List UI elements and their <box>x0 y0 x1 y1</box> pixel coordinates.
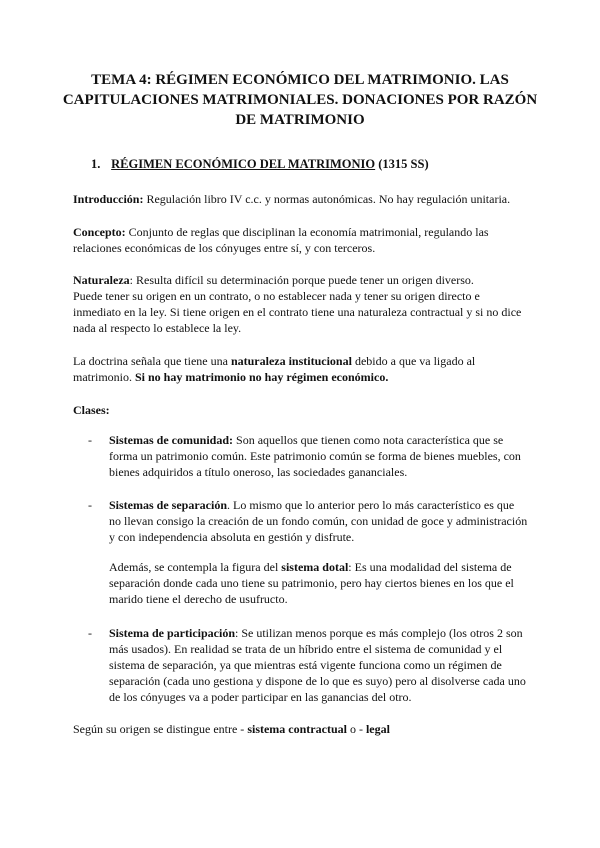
document-title <box>60 70 540 130</box>
list-dash: - <box>88 626 92 640</box>
doctrina-bold-2: Si no hay matrimonio no hay régimen económico. <box>135 370 389 384</box>
clases-heading <box>73 402 528 418</box>
naturaleza-text-1: : Resulta difícil su determinación porque puede tener un origen diverso. <box>129 273 474 287</box>
list-item-label: Sistema de participación <box>109 626 235 640</box>
dotal-bold: sistema dotal <box>281 560 349 574</box>
list-dash: - <box>88 433 92 447</box>
naturaleza-paragraph <box>73 272 528 336</box>
concepto-label: Concepto: <box>73 225 126 239</box>
section-title: RÉGIMEN ECONÓMICO DEL MATRIMONIO <box>111 157 376 171</box>
list-item-body: . Lo mismo que lo anterior pero lo más característico es que no llevan consigo la creación de un fondo común, con unidad de goce y administración y con independencia absoluta en gestión y disfrute. <box>109 498 528 544</box>
list-dash: - <box>88 498 92 512</box>
intro-paragraph <box>73 191 528 207</box>
section-heading <box>91 157 429 172</box>
title-line-1: TEMA 4: RÉGIMEN ECONÓMICO DEL MATRIMONIO. LAS <box>91 72 509 88</box>
intro-text: Regulación libro IV c.c. y normas autonómicas. No hay regulación unitaria. <box>143 192 511 206</box>
list-item <box>88 432 528 480</box>
section-ref: (1315 SS) <box>378 157 429 171</box>
list-item <box>88 497 528 545</box>
dotal-text: : Es una modalidad del sistema de separación donde cada uno tiene su patrimonio, pero hay ciertos bienes en los que el marido tiene el derecho de usufructo. <box>109 560 514 606</box>
concepto-paragraph <box>73 224 528 256</box>
title-line-3: DE MATRIMONIO <box>235 112 365 128</box>
naturaleza-text-2: Puede tener su origen en un contrato, o no establecer nada y tener su origen directo e inmediato en la ley. Si tiene origen en el contrato tiene una naturaleza contractual y si no dice nada al respecto lo establece la ley. <box>73 289 522 335</box>
title-line-2: CAPITULACIONES MATRIMONIALES. DONACIONES POR RAZÓN <box>62 92 538 108</box>
list-item-label: Sistemas de comunidad: <box>109 433 234 447</box>
list-item-label: Sistemas de separación <box>109 498 227 512</box>
naturaleza-label: Naturaleza <box>73 273 130 287</box>
dotal-text-pre: Además, se contempla la figura del <box>109 560 282 574</box>
intro-label: Introducción: <box>73 192 144 206</box>
list-item <box>88 625 528 705</box>
doctrina-text-pre: La doctrina señala que tiene una <box>73 354 231 368</box>
doctrina-text-mid: debido a que va ligado al matrimonio. <box>73 354 476 384</box>
origen-bold-2: legal <box>365 722 390 736</box>
origen-paragraph <box>73 721 528 737</box>
doctrina-bold: naturaleza institucional <box>230 354 352 368</box>
section-number: 1. <box>91 157 101 171</box>
list-item-body: Son aquellos que tienen como nota característica que se forma un patrimonio común. Este patrimonio común se forma de bienes muebles, con bienes adquiridos a título oneroso, las sociedades gananciales. <box>109 433 521 479</box>
doctrina-paragraph <box>73 353 528 385</box>
concepto-text: Conjunto de reglas que disciplinan la economía matrimonial, regulando las relaciones económicas de los cónyuges entre sí, y con terceros. <box>73 225 489 255</box>
clases-label: Clases: <box>73 403 110 417</box>
origen-bold-1: sistema contractual <box>247 722 347 736</box>
list-item-text <box>109 625 528 705</box>
list-item-text <box>109 432 528 480</box>
origen-text-mid: o - <box>346 722 366 736</box>
dotal-paragraph <box>109 559 529 607</box>
list-item-text <box>109 497 528 545</box>
list-item-body: : Se utilizan menos porque es más complejo (los otros 2 son más usados). En realidad se trata de un híbrido entre el sistema de comunidad y el sistema de separación, ya que mientras está vigente funciona como un régimen de separación (cada uno gestiona y dispone de lo que es suyo) pero al disolverse cada uno de los cónyuges va a poder participar en las ganancias del otro. <box>109 626 526 704</box>
origen-text-pre: Según su origen se distingue entre - <box>73 722 248 736</box>
